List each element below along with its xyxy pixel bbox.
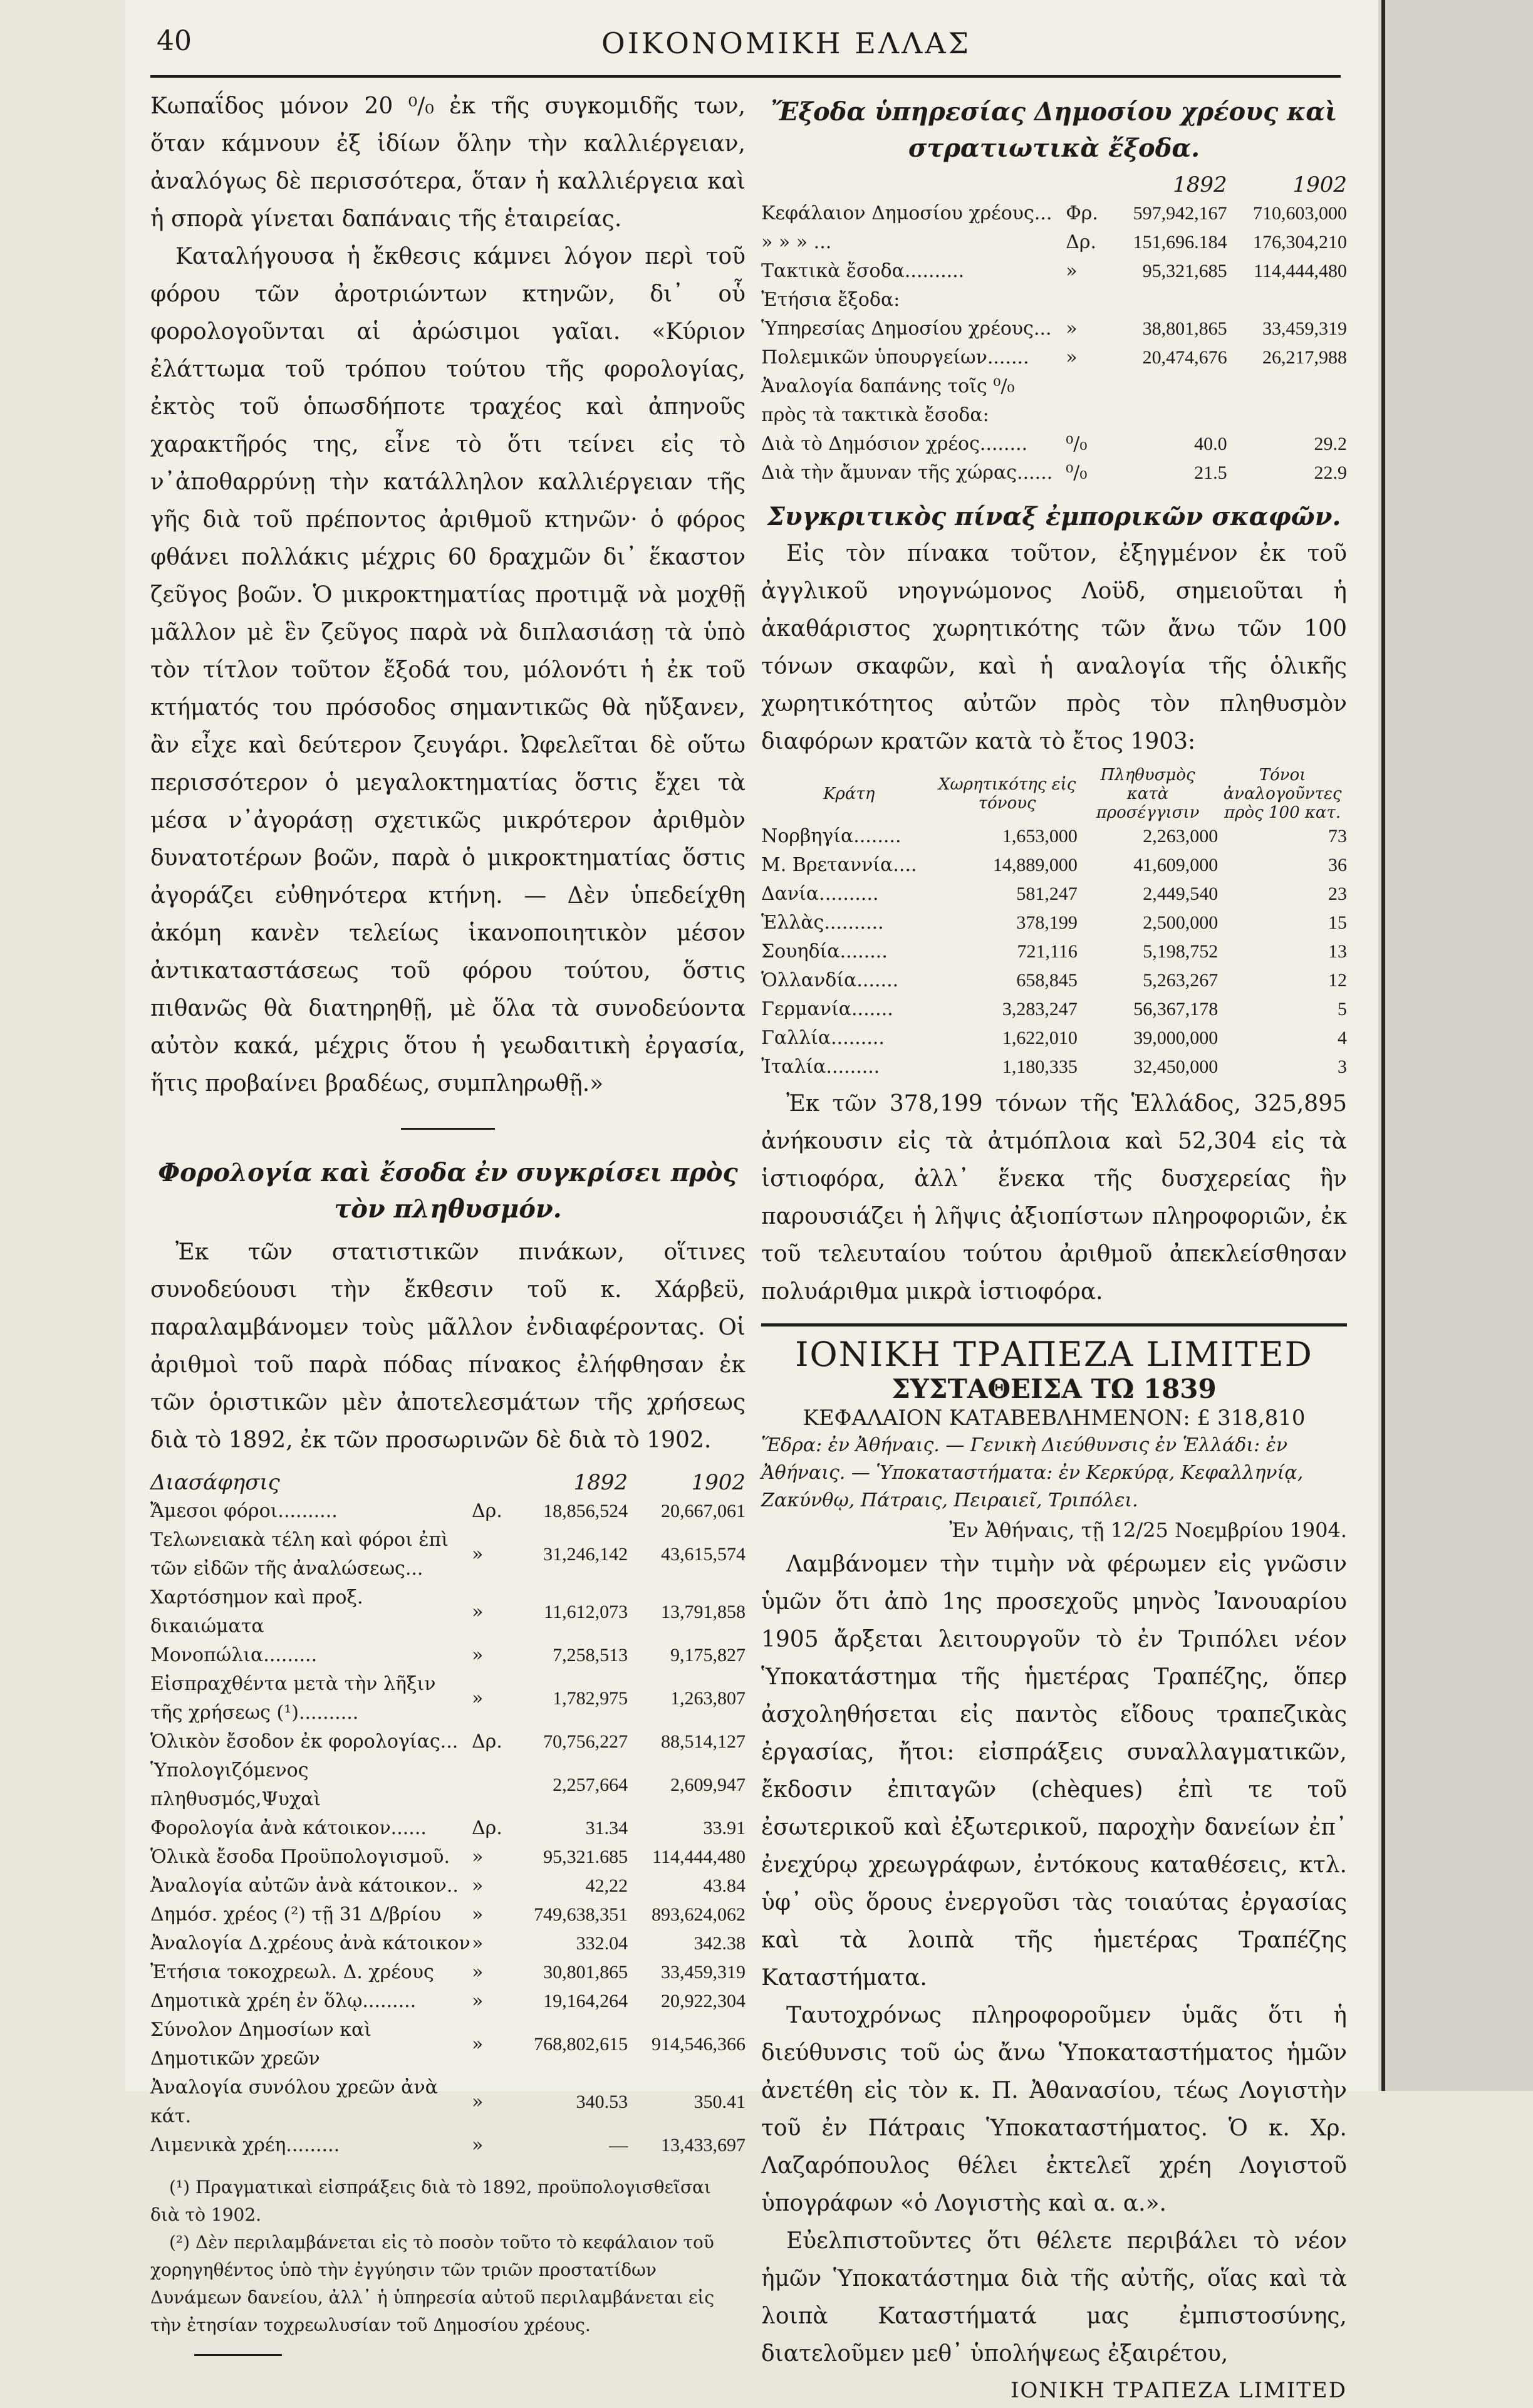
row-label: Ἀναλογία αὐτῶν ἀνὰ κάτοικον.. bbox=[150, 1875, 459, 1897]
value-1892: 95,321.685 bbox=[543, 1847, 628, 1867]
debt-table bbox=[761, 170, 1347, 487]
value-1892: 70,756,227 bbox=[543, 1731, 628, 1752]
paragraph: Ταυτοχρόνως πληροφοροῦμεν ὑμᾶς ὅτι ἡ διεύθυνσις τοῦ ὡς ἄνω Ὑποκαταστήματος ἡμῶν ἀνετέθη εἰς τὸν κ. Π. Ἀθανασίου, τέως Λογιστὴν τοῦ ἐν Πάτραις Ὑποκαταστήματος. Ὁ κ. Χρ. Λαζαρόπουλος θέλει ἐκτελεῖ χρέη Λογιστοῦ ὑπογράφων «ὁ Λογιστὴς καὶ α. α.». bbox=[761, 2003, 1347, 2216]
table-row bbox=[761, 937, 1347, 966]
table-row bbox=[761, 459, 1347, 487]
table-header: Πληθυσμὸς κατὰ προσέγγισιν bbox=[1096, 766, 1200, 822]
table-row bbox=[150, 1872, 746, 1900]
table-row bbox=[761, 430, 1347, 459]
value-1892: 2,257,664 bbox=[553, 1775, 628, 1795]
table-row bbox=[150, 1958, 746, 1987]
tonnage: 14,889,000 bbox=[992, 855, 1078, 875]
book-spine bbox=[1378, 0, 1533, 2091]
row-label: Ἐτήσια ἔξοδα: bbox=[761, 289, 900, 311]
value-1892: 42,22 bbox=[585, 1875, 628, 1896]
row-label: Δημόσ. χρέος (²) τῇ 31 Δ/βρίου bbox=[150, 1904, 442, 1926]
state-name: Ὁλλανδία....... bbox=[761, 969, 899, 991]
tons-per-100: 23 bbox=[1328, 883, 1347, 904]
state-name: Ἰταλία......... bbox=[761, 1056, 880, 1078]
state-name: Ἑλλὰς.......... bbox=[761, 912, 884, 934]
value-1892: 95,321,685 bbox=[1142, 261, 1227, 281]
tonnage: 721,116 bbox=[1017, 941, 1078, 962]
value-1892: 31,246,142 bbox=[543, 1544, 628, 1565]
section-separator bbox=[401, 1128, 495, 1130]
tonnage: 3,283,247 bbox=[1002, 999, 1078, 1019]
population: 41,609,000 bbox=[1133, 855, 1219, 875]
row-label: Τελωνειακὰ τέλη καὶ φόροι ἐπὶ τῶν εἰδῶν τῆς ἀναλώσεως... bbox=[150, 1529, 449, 1580]
value-1902: 350.41 bbox=[694, 2092, 746, 2112]
tonnage: 1,653,000 bbox=[1002, 826, 1078, 847]
row-label: Ὁλικὰ ἔσοδα Προϋπολογισμοῦ. bbox=[150, 1846, 450, 1868]
ships-table bbox=[761, 766, 1347, 1082]
state-name: Σουηδία........ bbox=[761, 941, 888, 962]
tonnage: 581,247 bbox=[1016, 883, 1078, 904]
value-1892: 38,801,865 bbox=[1142, 318, 1227, 339]
row-unit bbox=[1066, 372, 1107, 430]
row-unit: Δρ. bbox=[472, 1817, 502, 1839]
left-column bbox=[150, 88, 746, 2356]
tons-per-100: 73 bbox=[1328, 826, 1347, 847]
row-label: Ἀναλογία συνόλου χρεῶν ἀνὰ κάτ. bbox=[150, 2077, 438, 2127]
state-name: Νορβηγία........ bbox=[761, 825, 902, 847]
table-header: Τόνοι ἀναλογοῦντες πρὸς 100 κατ. bbox=[1223, 766, 1342, 822]
row-label: Διὰ τὸ Δημόσιον χρέος........ bbox=[761, 433, 1028, 455]
tonnage: 1,622,010 bbox=[1002, 1028, 1078, 1048]
value-1892: 151,696.184 bbox=[1133, 232, 1227, 253]
value-1902: 9,175,827 bbox=[670, 1645, 746, 1665]
table-header: Διασάφησις bbox=[150, 1470, 280, 1495]
value-1902: 893,624,062 bbox=[652, 1904, 746, 1925]
value-1902 bbox=[1227, 286, 1347, 315]
tons-per-100: 3 bbox=[1338, 1056, 1347, 1077]
table-row bbox=[761, 315, 1347, 343]
table-row bbox=[761, 966, 1347, 995]
row-unit bbox=[1066, 286, 1107, 315]
row-label: Λιμενικὰ χρέη......... bbox=[150, 2134, 340, 2156]
row-unit: » bbox=[472, 1904, 484, 1926]
table-row bbox=[150, 1900, 746, 1929]
bank-capital: ΚΕΦΑΛΑΙΟΝ ΚΑΤΑΒΕΒΛΗΜΕΝΟΝ: £ 318,810 bbox=[803, 1405, 1306, 1431]
paragraph: Ἐκ τῶν στατιστικῶν πινάκων, οἵτινες συνοδεύουσι τὴν ἔκθεσιν τοῦ κ. Χάρβεϋ, παραλαμβάνομεν τοὺς μᾶλλον ἐνδιαφέροντας. Οἱ ἀριθμοὶ τοῦ παρὰ πόδας πίνακος ἐλήφθησαν ἐκ τῶν ὁριστικῶν μὲν ἀποτελεσμάτων τῆς χρήσεως διὰ τὸ 1892, ἐκ τῶν προσωρινῶν δὲ διὰ τὸ 1902. bbox=[150, 1239, 746, 1453]
table-row bbox=[150, 1728, 746, 1756]
value-1892: 18,856,524 bbox=[543, 1501, 628, 1521]
value-1902: 22.9 bbox=[1314, 462, 1347, 483]
tonnage: 378,199 bbox=[1016, 912, 1078, 933]
value-1902: 13,791,858 bbox=[661, 1602, 746, 1622]
value-1892: 340.53 bbox=[576, 2092, 628, 2112]
table-row bbox=[761, 257, 1347, 286]
paragraph: Ἐκ τῶν 378,199 τόνων τῆς Ἑλλάδος, 325,895 ἀνήκουσιν εἰς τὰ ἀτμόπλοια καὶ 52,304 εἰς τὰ ἱστιοφόρα, ἀλλ᾽ ἕνεκα τῆς δυσχερείας ἣν παρουσιάζει ἡ λῆψις ἀξιοπίστων πληροφοριῶν, ἐκ τοῦ τελευταίου τούτου ἀριθμοῦ ἀπεκλείσθησαν πολυάριθμα μικρὰ ἱστιοφόρα. bbox=[761, 1091, 1347, 1305]
value-1892: 19,164,264 bbox=[543, 1991, 628, 2011]
row-label: Φορολογία ἀνὰ κάτοικον...... bbox=[150, 1817, 427, 1839]
spine-edge bbox=[1381, 0, 1385, 2091]
row-label: » » » ... bbox=[761, 231, 832, 253]
table-row bbox=[150, 1756, 746, 1814]
table-row bbox=[150, 1497, 746, 1526]
row-label: Χαρτόσημον καὶ προξ. δικαιώματα bbox=[150, 1587, 363, 1637]
value-1902: 43.84 bbox=[703, 1875, 746, 1896]
paragraph: Καταλήγουσα ἡ ἔκθεσις κάμνει λόγον περὶ τοῦ φόρου τῶν ἀροτριώντων κτηνῶν, δι᾽ οὗ φορολογοῦνται αἱ ἀρώσιμοι γαῖαι. «Κύριον ἐλάττωμα τοῦ τρόπου τούτου τῆς φορολογίας, ἐκτὸς τοῦ ὁπωσδήποτε τραχέος καὶ ἀπηνοῦς χαρακτῆρός της, εἶνε τὸ ὅτι τείνει εἰς τὸ ν᾽ἀποθαρρύνῃ τὴν κατάλληλον καλλιέργειαν τῆς γῆς διὰ τοῦ πρέποντος ἀριθμοῦ κτηνῶν· ὁ φόρος φθάνει πολλάκις μέχρις 60 δραχμῶν δι᾽ ἕκαστον ζεῦγος βοῶν. Ὁ μικροκτηματίας προτιμᾷ νὰ μοχθῇ μᾶλλον μὲ ἓν ζεῦγος παρὰ νὰ διπλασιάσῃ τὰ ὑπὸ τὸν τίτλον τοῦτον ἔξοδά του, μόλονότι ἡ ἐκ τοῦ κτήματός του πρόσοδος σημαντικῶς θὰ ηὔξανεν, ἂν εἶχε καὶ δεύτερον ζευγάρι. Ὠφελεῖται δὲ οὕτω περισσότερον ὁ μεγαλοκτηματίας ὅστις ἔχει τὰ μέσα ν᾽ἀγοράσῃ σχετικῶς μικρότερον ἀριθμὸν δυνατοτέρων βοῶν, παρὰ ὁ μικροκτηματίας ὅστις ἀγοράζει εὐθηνότερα κτήνη. — Δὲν ὑπεδείχθη ἀκόμη κανὲν τελείως ἱκανοποιητικὸν μέσον ἀντικαταστάσεως τοῦ φόρου τούτου, ὅστις πιθανῶς θὰ διατηρηθῇ, μὲ ὅλα τὰ συνοδεύοντα αὐτὸν κακά, μέχρις ὅτου ἡ γεωδαιτικὴ ἐργασία, ἥτις προβαίνει βραδέως, συμπληρωθῇ.» bbox=[150, 244, 746, 1097]
state-name: Γαλλία......... bbox=[761, 1027, 885, 1049]
value-1892: 40.0 bbox=[1194, 434, 1227, 454]
table-row bbox=[150, 1843, 746, 1872]
value-1902: 114,444,480 bbox=[1254, 261, 1347, 281]
value-1892: 21.5 bbox=[1194, 462, 1227, 483]
table-row bbox=[761, 851, 1347, 880]
value-1902: 710,603,000 bbox=[1253, 203, 1347, 224]
value-1902: 13,433,697 bbox=[661, 2135, 746, 2155]
value-1892: 1,782,975 bbox=[553, 1688, 628, 1709]
table-row bbox=[150, 1929, 746, 1958]
table-row bbox=[150, 1583, 746, 1641]
value-1892: 332.04 bbox=[576, 1933, 628, 1954]
table-row bbox=[150, 2073, 746, 2131]
row-unit: Δρ. bbox=[472, 1731, 502, 1753]
value-1892 bbox=[1107, 286, 1227, 315]
row-unit: Φρ. bbox=[1066, 202, 1098, 224]
row-unit: » bbox=[472, 1961, 484, 1983]
population: 56,367,178 bbox=[1133, 999, 1219, 1019]
row-unit: ⁰/₀ bbox=[1066, 462, 1088, 484]
row-unit: Δρ. bbox=[1066, 231, 1097, 253]
bank-seat: Ἕδρα: ἐν Ἀθήναις. — Γενικὴ Διεύθυνσις ἐν Ἑλλάδι: ἐν Ἀθήναις. — Ὑποκαταστήματα: ἐν Κερκύρᾳ, Κεφαλληνίᾳ, Ζακύνθῳ, Πάτραις, Πειραιεῖ, Τριπόλει. bbox=[761, 1434, 1304, 1511]
row-label: Ὁλικὸν ἔσοδον ἐκ φορολογίας... bbox=[150, 1731, 459, 1753]
value-1902: 33.91 bbox=[703, 1818, 746, 1838]
tons-per-100: 15 bbox=[1328, 912, 1347, 933]
row-unit: » bbox=[1066, 347, 1078, 368]
row-unit: » bbox=[472, 1644, 484, 1666]
state-name: Μ. Βρεταννία.... bbox=[761, 854, 917, 876]
value-1892: 11,612,073 bbox=[544, 1602, 628, 1622]
row-unit: » bbox=[472, 2091, 484, 2113]
table-row bbox=[150, 1526, 746, 1583]
table-row bbox=[150, 1670, 746, 1728]
paragraph: Λαμβάνομεν τὴν τιμὴν νὰ φέρωμεν εἰς γνῶσιν ὑμῶν ὅτι ἀπὸ 1ης προσεχοῦς μηνὸς Ἰανουαρίου 1905 ἄρξεται λειτουργοῦν τὸ ἐν Τριπόλει νέον Ὑποκατάστημα τῆς ἡμετέρας Τραπέζης, ὅπερ ἀσχοληθήσεται εἰς παντὸς εἴδους τραπεζικὰς ἐργασίας, ἤτοι: εἰσπράξεις συναλλαγματικῶν, ἔκδοσιν ἐπιταγῶν (chèques) ἐπὶ τε τοῦ ἐσωτερικοῦ καὶ ἐξωτερικοῦ, παροχὴν δανείων ἐπ᾽ ἐνεχύρῳ χρεωγράφων, ἐντόκους καταθέσεις, κτλ. ὑφ᾽ οὓς ὅρους ἐνεργοῦσι τὰς τοιαύτας ἐργασίας καὶ τὰ λοιπὰ τῆς ἡμετέρας Τραπέζης Καταστήματα. bbox=[761, 1551, 1347, 1991]
value-1892: 31.34 bbox=[585, 1818, 628, 1838]
value-1892: 749,638,351 bbox=[534, 1904, 628, 1925]
population: 2,500,000 bbox=[1143, 912, 1219, 933]
table-row bbox=[761, 822, 1347, 851]
table-header: 1892 bbox=[573, 1470, 628, 1495]
value-1892: — bbox=[609, 2135, 628, 2155]
row-unit: » bbox=[1066, 318, 1078, 340]
table-row bbox=[150, 2016, 746, 2073]
table-row bbox=[761, 909, 1347, 937]
page-number: 40 bbox=[157, 25, 192, 57]
row-unit: » bbox=[1066, 260, 1078, 282]
table-row bbox=[150, 2131, 746, 2160]
row-label: Ἀναλογία Δ.χρέους ἀνὰ κάτοικον bbox=[150, 1932, 470, 1954]
state-name: Δανία.......... bbox=[761, 883, 879, 905]
row-unit bbox=[472, 1756, 510, 1814]
value-1902: 1,263,807 bbox=[670, 1688, 746, 1709]
value-1902: 20,667,061 bbox=[661, 1501, 746, 1521]
footnote: (²) Δὲν περιλαμβάνεται εἰς τὸ ποσὸν τοῦτο τὸ κεφάλαιον τοῦ χορηγηθέντος ὑπὸ τὴν ἐγγύησιν τῶν τριῶν προστατίδων Δυνάμεων δανείου, ἀλλ᾽ ἡ ὑπηρεσία αὐτοῦ περιλαμβάνεται εἰς τὴν ἐτησίαν τοχρεωλυσίαν τοῦ Δημοσίου χρέους. bbox=[150, 2232, 715, 2335]
letter-date: Ἐν Ἀθήναις, τῇ 12/25 Νοεμβρίου 1904. bbox=[949, 1518, 1347, 1542]
table-row bbox=[761, 228, 1347, 257]
population: 2,449,540 bbox=[1143, 883, 1219, 904]
row-unit: ⁰/₀ bbox=[1066, 433, 1088, 455]
table-header: 1902 bbox=[1292, 172, 1347, 197]
tax-table bbox=[150, 1468, 746, 2160]
value-1902: 33,459,319 bbox=[1262, 318, 1347, 339]
table-row bbox=[761, 286, 1347, 315]
section-title: Συγκριτικὸς πίναξ ἐμπορικῶν σκαφῶν. bbox=[767, 502, 1341, 531]
row-unit: » bbox=[472, 1875, 484, 1897]
table-header: 1892 bbox=[1173, 172, 1227, 197]
population: 5,263,267 bbox=[1143, 970, 1219, 991]
row-label: Ἀναλογία δαπάνης τοῖς ⁰/₀ πρὸς τὰ τακτικὰ ἔσοδα: bbox=[761, 375, 1015, 426]
footnote: (¹) Πραγματικαὶ εἰσπράξεις διὰ τὸ 1892, προϋπολογισθεῖσαι διὰ τὸ 1902. bbox=[150, 2177, 711, 2225]
bank-name: ΙΟΝΙΚΗ ΤΡΑΠΕΖΑ LIMITED bbox=[761, 1323, 1347, 1374]
row-unit: » bbox=[472, 1601, 484, 1623]
right-column bbox=[761, 94, 1347, 2408]
row-label: Μονοπώλια......... bbox=[150, 1644, 318, 1666]
value-1892: 20,474,676 bbox=[1142, 347, 1227, 368]
tons-per-100: 5 bbox=[1338, 999, 1347, 1019]
table-row bbox=[150, 1814, 746, 1843]
row-unit: » bbox=[472, 1990, 484, 2012]
population: 2,263,000 bbox=[1143, 826, 1219, 847]
row-label: Ἄμεσοι φόροι.......... bbox=[150, 1500, 338, 1522]
row-label: Ὑπολογιζόμενος πληθυσμός,Ψυχαὶ bbox=[150, 1759, 321, 1810]
row-label: Ἐτήσια τοκοχρεωλ. Δ. χρέους bbox=[150, 1961, 434, 1983]
tonnage: 658,845 bbox=[1016, 970, 1078, 991]
value-1892: 30,801,865 bbox=[543, 1962, 628, 1983]
row-unit: » bbox=[472, 1932, 484, 1954]
running-title: ΟΙΚΟΝΟΜΙΚΗ ΕΛΛΑΣ bbox=[601, 26, 972, 60]
value-1902: 114,444,480 bbox=[652, 1847, 746, 1867]
table-row bbox=[761, 1024, 1347, 1053]
bank-founded: ΣΥΣΤΑΘΕΙΣΑ ΤΩ 1839 bbox=[891, 1373, 1217, 1404]
population: 5,198,752 bbox=[1143, 941, 1219, 962]
table-row bbox=[761, 343, 1347, 372]
value-1902: 43,615,574 bbox=[661, 1544, 746, 1565]
value-1902: 33,459,319 bbox=[661, 1962, 746, 1983]
table-header: Κράτη bbox=[823, 784, 875, 803]
value-1892: 597,942,167 bbox=[1133, 203, 1227, 224]
row-unit: » bbox=[472, 1687, 484, 1709]
tons-per-100: 4 bbox=[1338, 1028, 1347, 1048]
table-header: Χωρητικότης εἰς τόνους bbox=[938, 775, 1076, 813]
signature: ΙΟΝΙΚΗ ΤΡΑΠΕΖΑ LIMITED bbox=[1011, 2378, 1347, 2403]
row-label: Σύνολον Δημοσίων καὶ Δημοτικῶν χρεῶν bbox=[150, 2019, 372, 2070]
row-unit: » bbox=[472, 1543, 484, 1565]
population: 39,000,000 bbox=[1133, 1028, 1219, 1048]
row-unit: Δρ. bbox=[472, 1500, 502, 1522]
paragraph: Κωπαΐδος μόνον 20 ⁰/₀ ἐκ τῆς συγκομιδῆς των, ὅταν κάμνουν ἐξ ἰδίων ὅλην τὴν καλλιέργειαν, ἀναλόγως δὲ περισσότερα, ὅταν ἡ καλλιέργεια καὶ ἡ σπορὰ γίνεται δαπάναις τῆς ἑταιρείας. bbox=[150, 93, 746, 232]
value-1892: 7,258,513 bbox=[553, 1645, 628, 1665]
tons-per-100: 36 bbox=[1328, 855, 1347, 875]
value-1902: 176,304,210 bbox=[1253, 232, 1347, 253]
header-rule bbox=[150, 75, 1341, 78]
table-row bbox=[761, 995, 1347, 1024]
separator bbox=[194, 2354, 282, 2356]
row-unit: » bbox=[472, 2134, 484, 2156]
row-label: Πολεμικῶν ὑπουργείων....... bbox=[761, 347, 1029, 368]
state-name: Γερμανία....... bbox=[761, 998, 893, 1020]
value-1902: 26,217,988 bbox=[1262, 347, 1347, 368]
value-1902: 914,546,366 bbox=[652, 2034, 746, 2055]
row-unit: » bbox=[472, 1846, 484, 1868]
value-1892: 768,802,615 bbox=[534, 2034, 628, 2055]
table-row bbox=[761, 199, 1347, 228]
row-label: Τακτικὰ ἔσοδα.......... bbox=[761, 260, 965, 282]
paragraph: Εὐελπιστοῦντες ὅτι θέλετε περιβάλει τὸ νέον ἡμῶν Ὑποκατάστημα διὰ τῆς αὐτῆς, οἵας καὶ τὰ λοιπὰ Καταστήματά μας ἐμπιστοσύνης, διατελοῦμεν μεθ᾽ ὑπολήψεως ἐξαιρέτου, bbox=[761, 2228, 1347, 2367]
row-unit: » bbox=[472, 2033, 484, 2055]
value-1902 bbox=[1227, 372, 1347, 430]
tons-per-100: 13 bbox=[1328, 941, 1347, 962]
section-title: Ἔξοδα ὑπηρεσίας Δημοσίου χρέους καὶ στρατιωτικὰ ἔξοδα. bbox=[771, 97, 1338, 163]
population: 32,450,000 bbox=[1133, 1056, 1219, 1077]
row-label: Δημοτικὰ χρέη ἐν ὅλῳ......... bbox=[150, 1990, 417, 2012]
value-1902: 342.38 bbox=[694, 1933, 746, 1954]
table-row bbox=[761, 880, 1347, 909]
table-header: 1902 bbox=[691, 1470, 746, 1495]
row-label: Διὰ τὴν ἄμυναν τῆς χώρας...... bbox=[761, 462, 1053, 484]
row-label: Κεφάλαιον Δημοσίου χρέους... bbox=[761, 202, 1052, 224]
row-label: Εἰσπραχθέντα μετὰ τὴν λῆξιν τῆς χρήσεως (¹).......... bbox=[150, 1673, 436, 1724]
paragraph: Εἰς τὸν πίνακα τοῦτον, ἐξηγμένον ἐκ τοῦ ἀγγλικοῦ νηογνώμονος Λοϋδ, σημειοῦται ἡ ἀκαθάριστος χωρητικότης τῶν ἄνω τῶν 100 τόνων σκαφῶν, καὶ ἡ αναλογία τῆς ὁλικῆς χωρητικότητος αὐτῶν πρὸς τὸν πληθυσμὸν διαφόρων κρατῶν κατὰ τὸ ἔτος 1903: bbox=[761, 541, 1347, 754]
tonnage: 1,180,335 bbox=[1002, 1056, 1078, 1077]
table-row bbox=[761, 372, 1347, 430]
value-1902: 88,514,127 bbox=[661, 1731, 746, 1752]
table-row bbox=[150, 1987, 746, 2016]
value-1902: 2,609,947 bbox=[670, 1775, 746, 1795]
tons-per-100: 12 bbox=[1328, 970, 1347, 991]
value-1892 bbox=[1107, 372, 1227, 430]
table-row bbox=[150, 1641, 746, 1670]
row-label: Ὑπηρεσίας Δημοσίου χρέους... bbox=[761, 318, 1052, 340]
section-title: Φορολογία καὶ ἔσοδα ἐν συγκρίσει πρὸς τὸν πληθυσμόν. bbox=[158, 1158, 738, 1224]
value-1902: 29.2 bbox=[1314, 434, 1347, 454]
value-1902: 20,922,304 bbox=[661, 1991, 746, 2011]
table-row bbox=[761, 1053, 1347, 1082]
